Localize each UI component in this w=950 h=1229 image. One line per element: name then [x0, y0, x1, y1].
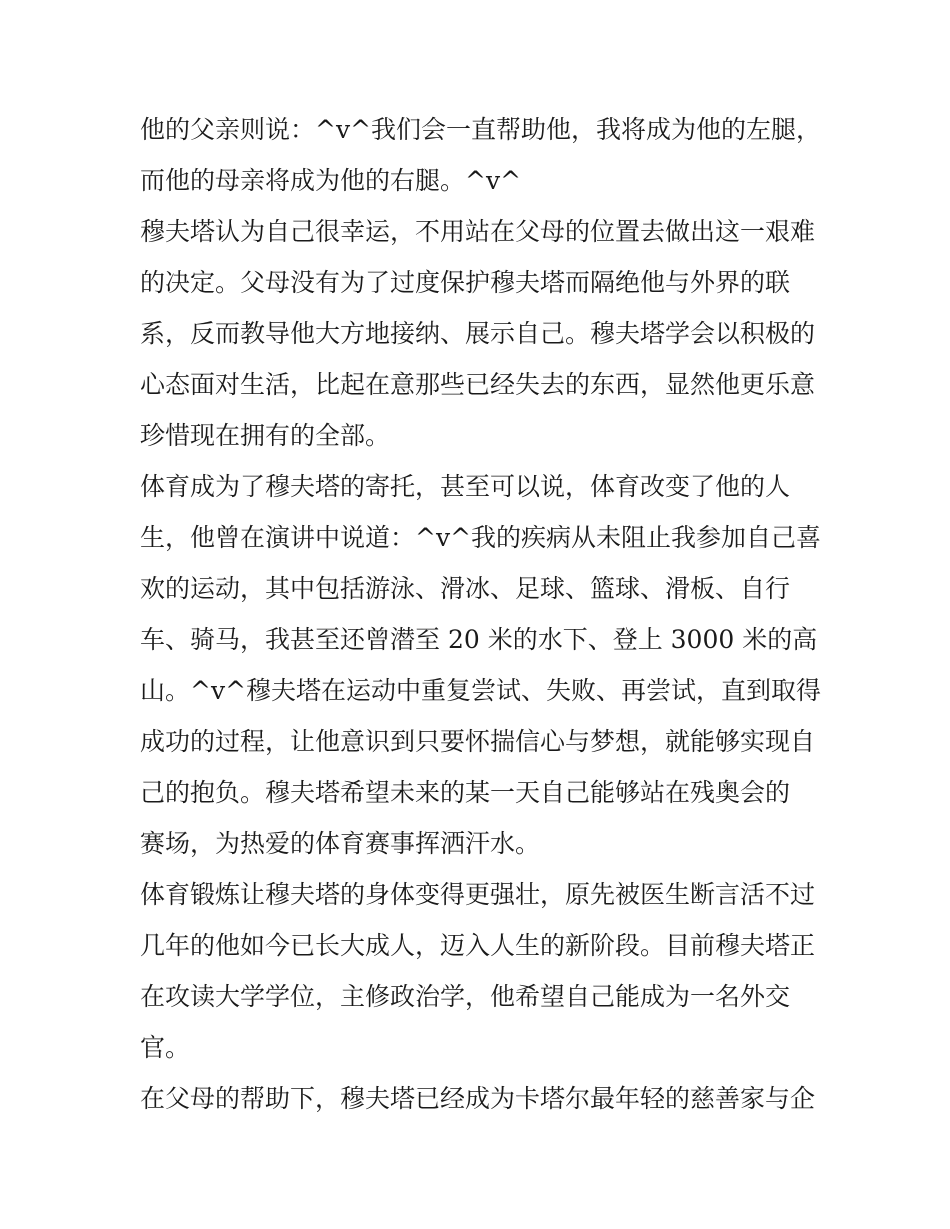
text-line: 体育成为了穆夫塔的寄托，甚至可以说，体育改变了他的人 — [140, 472, 791, 501]
text-line: 而他的母亲将成为他的右腿。^v^ — [140, 166, 522, 195]
text-line: 欢的运动，其中包括游泳、滑冰、足球、篮球、滑板、自行 — [140, 574, 791, 603]
text-line: 赛场，为热爱的体育赛事挥洒汗水。 — [140, 829, 541, 858]
text-line: 车、骑马，我甚至还曾潜至 20 米的水下、登上 3000 米的高 — [140, 625, 818, 654]
text-line: 珍惜现在拥有的全部。 — [140, 421, 391, 450]
text-line: 成功的过程，让他意识到只要怀揣信心与梦想，就能够实现自 — [140, 727, 816, 756]
text-line: 心态面对生活，比起在意那些已经失去的东西，显然他更乐意 — [140, 370, 816, 399]
text-line: 体育锻炼让穆夫塔的身体变得更强壮，原先被医生断言活不过 — [140, 880, 816, 909]
text-line: 穆夫塔认为自己很幸运，不用站在父母的位置去做出这一艰难 — [140, 217, 816, 246]
text-line: 己的抱负。穆夫塔希望未来的某一天自己能够站在残奥会的 — [140, 778, 791, 807]
text-line: 官。 — [140, 1033, 191, 1062]
text-line: 的决定。父母没有为了过度保护穆夫塔而隔绝他与外界的联 — [140, 268, 791, 297]
document-body — [140, 104, 820, 1124]
text-line: 山。^v^穆夫塔在运动中重复尝试、失败、再尝试，直到取得 — [140, 676, 822, 705]
text-line: 生，他曾在演讲中说道：^v^我的疾病从未阻止我参加自己喜 — [140, 523, 822, 552]
text-line: 系，反而教导他大方地接纳、展示自己。穆夫塔学会以积极的 — [140, 319, 816, 348]
text-line: 他的父亲则说：^v^我们会一直帮助他，我将成为他的左腿， — [140, 115, 822, 144]
text-line: 在父母的帮助下，穆夫塔已经成为卡塔尔最年轻的慈善家与企 — [140, 1084, 816, 1113]
text-line: 在攻读大学学位，主修政治学，他希望自己能成为一名外交 — [140, 982, 791, 1011]
text-line: 几年的他如今已长大成人，迈入人生的新阶段。目前穆夫塔正 — [140, 931, 816, 960]
